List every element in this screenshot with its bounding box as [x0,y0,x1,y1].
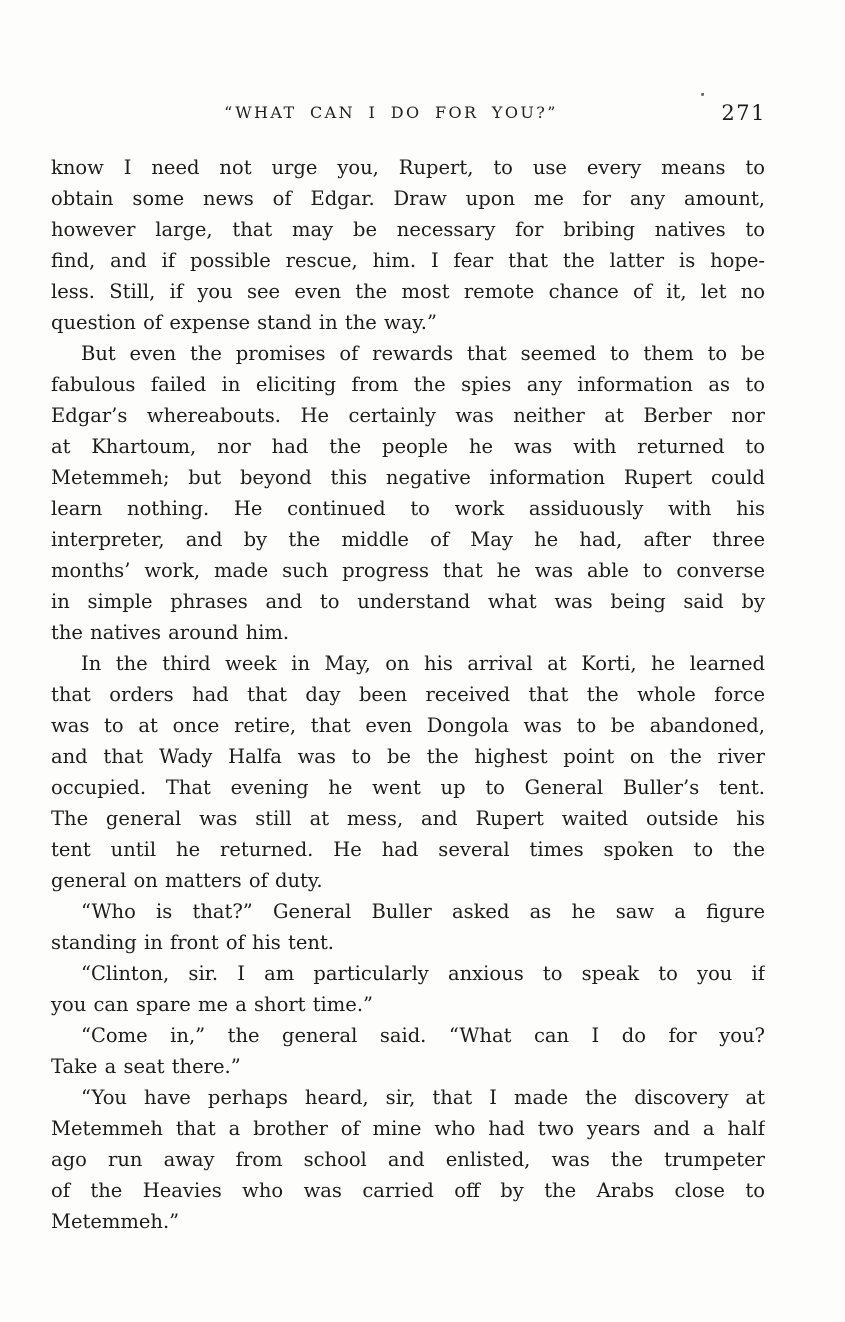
text-line: occupied. That evening he went up to General Buller’s tent. [51,776,765,799]
text-line: But even the promises of rewards that seemed to them to be [81,342,765,365]
text-line: however large, that may be necessary for bribing natives to [51,218,765,241]
text-line: less. Still, if you see even the most remote chance of it, let no [51,280,765,303]
text-line: Metemmeh; but beyond this negative information Rupert could [51,466,765,489]
page-body [51,152,765,1237]
text-line: “You have perhaps heard, sir, that I made the discovery at [81,1086,765,1109]
text-line: know I need not urge you, Rupert, to use every means to [51,156,765,179]
paragraph [51,1082,765,1237]
page-number: 271 [721,101,766,125]
text-line: in simple phrases and to understand what was being said by [51,590,765,613]
text-line: “Clinton, sir. I am particularly anxious to speak to you if [81,962,765,985]
paragraph [51,648,765,896]
text-line: question of expense stand in the way.” [51,311,437,334]
text-line: The general was still at mess, and Rupert waited outside his [51,807,765,830]
text-line: was to at once retire, that even Dongola was to be abandoned, [51,714,765,737]
text-line: Edgar’s whereabouts. He certainly was neither at Berber nor [51,404,765,427]
scan-speck [701,93,704,96]
text-line: obtain some news of Edgar. Draw upon me for any amount, [51,187,765,210]
text-line: at Khartoum, nor had the people he was with returned to [51,435,765,458]
chapter-running-title: “WHAT CAN I DO FOR YOU?” [224,103,558,122]
text-line: Take a seat there.” [51,1055,241,1078]
text-line: interpreter, and by the middle of May he had, after three [51,528,765,551]
text-line: and that Wady Halfa was to be the highest point on the river [51,745,765,768]
text-line: the natives around him. [51,621,290,644]
text-line: you can spare me a short time.” [51,993,373,1016]
text-line: that orders had that day been received that the whole force [51,683,765,706]
text-line: Metemmeh that a brother of mine who had two years and a half [51,1117,765,1140]
text-line: standing in front of his tent. [51,931,334,954]
paragraph [51,338,765,648]
text-line: ago run away from school and enlisted, was the trumpeter [51,1148,765,1171]
text-line: “Who is that?” General Buller asked as he saw a figure [81,900,765,923]
text-line: Metemmeh.” [51,1210,180,1233]
text-line: find, and if possible rescue, him. I fear that the latter is hope- [51,249,765,272]
text-line: of the Heavies who was carried off by the Arabs close to [51,1179,765,1202]
paragraph [51,896,765,958]
running-header [52,100,766,126]
text-line: learn nothing. He continued to work assiduously with his [51,497,765,520]
text-line: tent until he returned. He had several times spoken to the [51,838,765,861]
text-line: In the third week in May, on his arrival at Korti, he learned [81,652,765,675]
paragraph [51,152,765,338]
text-line: months’ work, made such progress that he was able to converse [51,559,765,582]
text-line: fabulous failed in eliciting from the spies any information as to [51,373,765,396]
text-line: general on matters of duty. [51,869,323,892]
text-line: “Come in,” the general said. “What can I do for you? [81,1024,765,1047]
paragraph [51,1020,765,1082]
paragraph [51,958,765,1020]
